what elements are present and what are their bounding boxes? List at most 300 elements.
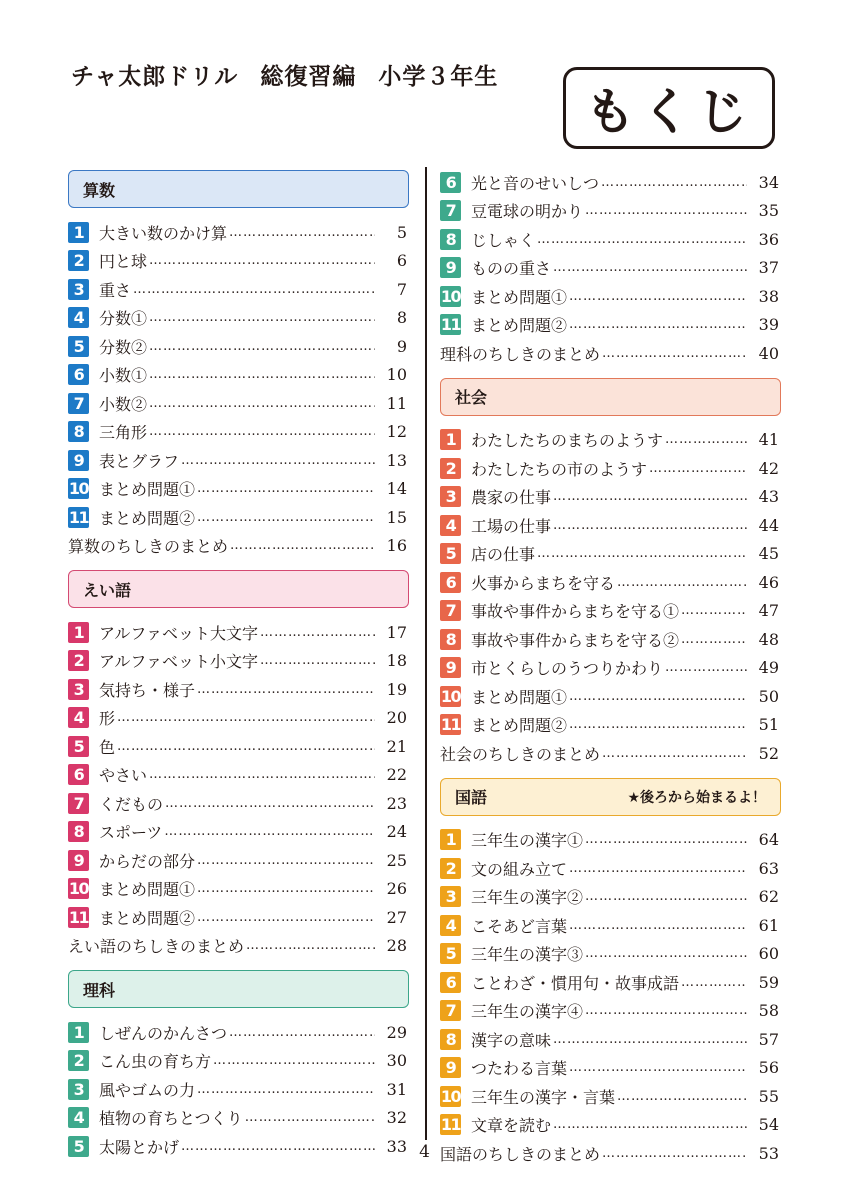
unit-number-badge: 7 [440, 200, 461, 221]
section-title: 国語 [455, 788, 488, 807]
dot-leader [602, 346, 747, 361]
toc-entry[interactable] [68, 647, 409, 676]
toc-page-number: 55 [758, 1086, 779, 1106]
toc-entry[interactable] [440, 911, 781, 940]
toc-page-number: 32 [386, 1108, 407, 1128]
toc-page-number: 31 [386, 1079, 407, 1099]
unit-number-badge: 3 [440, 886, 461, 907]
toc-entry[interactable] [440, 426, 781, 455]
toc-entry[interactable] [68, 875, 409, 904]
toc-entry[interactable] [440, 997, 781, 1026]
unit-number-badge: 4 [68, 307, 89, 328]
toc-entry-title: 算数のちしきのまとめ [68, 537, 229, 557]
unit-number-badge: 6 [440, 172, 461, 193]
toc-page-number: 59 [758, 972, 779, 992]
toc-entry[interactable] [440, 282, 781, 311]
toc-entry[interactable] [68, 675, 409, 704]
dot-leader [553, 1117, 747, 1132]
right-column [440, 168, 781, 1168]
toc-entry[interactable] [68, 332, 409, 361]
dot-leader [681, 975, 747, 990]
toc-entry-title: 太陽とかげ [99, 1137, 180, 1157]
toc-entry[interactable] [68, 618, 409, 647]
toc-entry-title: スポーツ [99, 823, 163, 843]
toc-page-number: 27 [386, 907, 407, 927]
unit-number-badge: 10 [68, 479, 89, 499]
unit-number-badge: 9 [68, 450, 89, 471]
unit-number-badge: 8 [440, 1029, 461, 1050]
toc-entry[interactable] [440, 854, 781, 883]
toc-page-number: 53 [758, 1143, 779, 1163]
toc-entry-title: 小数① [99, 366, 148, 386]
dot-leader [569, 861, 747, 876]
toc-entry-title: まとめ問題① [471, 687, 568, 707]
toc-entry[interactable] [68, 275, 409, 304]
toc-entry[interactable] [68, 1047, 409, 1076]
toc-entry-title: アルファベット大文字 [99, 623, 259, 643]
toc-entry[interactable] [68, 818, 409, 847]
dot-leader [197, 510, 375, 525]
toc-page-number: 15 [386, 507, 407, 527]
toc-entry-title: 三年生の漢字④ [471, 1002, 584, 1022]
toc-entry[interactable] [440, 511, 781, 540]
unit-number-badge: 5 [68, 736, 89, 757]
section-title: 理科 [83, 980, 116, 1000]
toc-entry-title: 工場の仕事 [471, 516, 552, 536]
toc-entry-title: 事故や事件からまちを守る② [471, 630, 680, 650]
dot-leader [585, 1003, 747, 1018]
toc-page-number: 63 [758, 858, 779, 878]
toc-page-number: 39 [758, 315, 779, 335]
unit-number-badge: 11 [440, 715, 461, 735]
dot-leader [617, 575, 747, 590]
toc-entry-title: わたしたちのまちのようす [471, 431, 664, 451]
toc-entry-title: 分数① [99, 309, 148, 329]
book-title [71, 58, 520, 91]
toc-entry-title: くだもの [99, 794, 164, 814]
toc-entry[interactable] [68, 1018, 409, 1047]
unit-number-badge: 2 [68, 250, 89, 271]
dot-leader [181, 453, 375, 468]
left-column [68, 170, 409, 1161]
dot-leader [197, 481, 375, 496]
dot-leader [569, 717, 747, 732]
rika-section-header [68, 970, 409, 1008]
toc-summary-entry[interactable] [440, 339, 781, 368]
toc-page-number: 24 [386, 822, 407, 842]
series-name: チャ太郎ドリル [71, 64, 239, 90]
toc-page-number: 43 [758, 487, 779, 507]
toc-entry[interactable] [68, 418, 409, 447]
dot-leader [569, 918, 747, 933]
unit-number-badge: 1 [68, 622, 89, 643]
dot-leader [601, 175, 747, 190]
dot-leader [197, 881, 375, 896]
toc-entry-title: 気持ち・様子 [99, 680, 196, 700]
dot-leader [602, 746, 747, 761]
toc-entry-title: 文の組み立て [471, 859, 568, 879]
toc-entry[interactable] [440, 597, 781, 626]
toc-entry[interactable] [440, 454, 781, 483]
unit-number-badge: 10 [440, 686, 461, 706]
unit-number-badge: 9 [68, 850, 89, 871]
toc-entry[interactable] [440, 254, 781, 283]
unit-number-badge: 4 [68, 1107, 89, 1128]
toc-entry[interactable] [440, 540, 781, 569]
section-gap [68, 960, 409, 970]
unit-number-badge: 6 [68, 364, 89, 385]
toc-page-number: 16 [386, 536, 407, 556]
toc-entry[interactable] [440, 1025, 781, 1054]
toc-entry-title: まとめ問題② [471, 316, 568, 336]
unit-number-badge: 6 [440, 572, 461, 593]
toc-entry[interactable] [440, 940, 781, 969]
toc-entry[interactable] [68, 304, 409, 333]
toc-entry-title: 三年生の漢字① [471, 831, 584, 851]
toc-page-number: 44 [758, 515, 779, 535]
dot-leader [649, 461, 747, 476]
toc-page-number: 8 [396, 308, 407, 328]
toc-page-number: 50 [758, 686, 779, 706]
dot-leader [149, 339, 375, 354]
unit-number-badge: 7 [440, 600, 461, 621]
dot-leader [117, 710, 375, 725]
dot-leader [681, 632, 747, 647]
unit-number-badge: 4 [68, 707, 89, 728]
toc-page-number: 37 [758, 258, 779, 278]
toc-entry[interactable] [440, 711, 781, 740]
sansu-section-header [68, 170, 409, 208]
unit-number-badge: 6 [68, 764, 89, 785]
toc-page-number: 23 [386, 793, 407, 813]
toc-page-number: 18 [386, 651, 407, 671]
toc-entry-title: 形 [99, 709, 116, 729]
unit-number-badge: 5 [68, 1136, 89, 1157]
unit-number-badge: 10 [440, 286, 461, 306]
toc-entry-title: からだの部分 [99, 851, 196, 871]
toc-entry-title: 国語のちしきのまとめ [440, 1144, 601, 1164]
toc-entry-title: 店の仕事 [471, 545, 536, 565]
toc-page-number: 60 [758, 944, 779, 964]
toc-page-number: 28 [386, 936, 407, 956]
grade-name: 小学３年生 [378, 64, 499, 90]
dot-leader [569, 289, 747, 304]
toc-entry[interactable] [440, 968, 781, 997]
dot-leader [149, 396, 375, 411]
toc-entry[interactable] [68, 361, 409, 390]
toc-entry-title: 三年生の漢字・言葉 [471, 1087, 616, 1107]
unit-number-badge: 5 [440, 943, 461, 964]
toc-entry-title: 豆電球の明かり [471, 202, 584, 222]
eigo-section-header [68, 570, 409, 608]
unit-number-badge: 1 [440, 429, 461, 450]
toc-entry[interactable] [68, 503, 409, 532]
unit-number-badge: 2 [440, 858, 461, 879]
toc-page-number: 29 [386, 1022, 407, 1042]
toc-entry-title: アルファベット小文字 [99, 652, 259, 672]
toc-page-number: 13 [386, 450, 407, 470]
toc-entry[interactable] [68, 247, 409, 276]
unit-number-badge: 5 [440, 543, 461, 564]
dot-leader [537, 232, 747, 247]
dot-leader [585, 889, 747, 904]
dot-leader [213, 1053, 375, 1068]
toc-entry-title: つたわる言葉 [471, 1059, 568, 1079]
volume-name: 総復習編 [260, 64, 357, 90]
unit-number-badge: 11 [440, 1115, 461, 1135]
toc-page-number: 6 [396, 251, 407, 271]
unit-number-badge: 4 [440, 515, 461, 536]
toc-entry[interactable] [440, 311, 781, 340]
toc-entry-title: 表とグラフ [99, 451, 180, 471]
unit-number-badge: 5 [68, 336, 89, 357]
unit-number-badge: 3 [68, 679, 89, 700]
unit-number-badge: 8 [440, 629, 461, 650]
dot-leader [665, 660, 747, 675]
dot-leader [165, 796, 375, 811]
toc-entry-title: 重さ [99, 280, 132, 300]
toc-page-number: 25 [386, 850, 407, 870]
toc-entry-title: まとめ問題② [471, 716, 568, 736]
toc-entry-title: まとめ問題② [99, 908, 196, 928]
toc-entry-title: 三角形 [99, 423, 148, 443]
toc-entry-title: やさい [99, 766, 148, 786]
toc-entry-title: ものの重さ [471, 259, 552, 279]
dot-leader [665, 432, 747, 447]
toc-entry-title: 分数② [99, 337, 148, 357]
toc-entry-title: えい語のちしきのまとめ [68, 937, 245, 957]
dot-leader [569, 317, 747, 332]
toc-entry-title: こん虫の育ち方 [99, 1052, 212, 1072]
toc-entry[interactable] [440, 568, 781, 597]
toc-entry[interactable] [440, 654, 781, 683]
dot-leader [553, 489, 747, 504]
dot-leader [617, 1089, 747, 1104]
toc-entry-title: 円と球 [99, 252, 148, 272]
dot-leader [569, 1060, 747, 1075]
dot-leader [681, 603, 747, 618]
toc-page-number: 30 [386, 1051, 407, 1071]
toc-entry-title: 三年生の漢字② [471, 888, 584, 908]
toc-entry-title: 文章を読む [471, 1116, 552, 1136]
unit-number-badge: 8 [68, 421, 89, 442]
toc-entry[interactable] [440, 625, 781, 654]
toc-entry[interactable] [68, 389, 409, 418]
dot-leader [246, 938, 375, 953]
unit-number-badge: 11 [68, 507, 89, 527]
dot-leader [537, 546, 747, 561]
section-note: ★後ろから始まるよ！ [627, 789, 766, 806]
dot-leader [197, 910, 375, 925]
toc-page-number: 26 [386, 879, 407, 899]
toc-summary-entry[interactable] [68, 532, 409, 561]
mokuji-title-box [563, 67, 775, 149]
toc-page-number: 47 [758, 601, 779, 621]
toc-entry[interactable] [68, 475, 409, 504]
toc-page-number: 21 [386, 736, 407, 756]
toc-entry[interactable] [440, 483, 781, 512]
unit-number-badge: 10 [68, 879, 89, 899]
toc-page-number: 35 [758, 201, 779, 221]
toc-entry[interactable] [68, 732, 409, 761]
dot-leader [260, 625, 375, 640]
toc-entry-title: 光と音のせいしつ [471, 173, 600, 193]
unit-number-badge: 9 [440, 257, 461, 278]
toc-entry[interactable] [440, 197, 781, 226]
toc-page-number: 17 [386, 622, 407, 642]
unit-number-badge: 9 [440, 657, 461, 678]
toc-entry[interactable] [68, 789, 409, 818]
toc-entry-title: 漢字の意味 [471, 1030, 552, 1050]
section-title: 社会 [455, 388, 488, 407]
unit-number-badge: 9 [440, 1057, 461, 1078]
toc-page-number: 58 [758, 1001, 779, 1021]
toc-page-number: 36 [758, 229, 779, 249]
dot-leader [149, 310, 375, 325]
page-number: 4 [419, 1142, 430, 1162]
unit-number-badge: 3 [68, 1079, 89, 1100]
unit-number-badge: 2 [440, 458, 461, 479]
dot-leader [149, 253, 375, 268]
section-gap [440, 368, 781, 378]
unit-number-badge: 7 [440, 1000, 461, 1021]
toc-page-number: 19 [386, 679, 407, 699]
toc-page-number: 34 [758, 172, 779, 192]
dot-leader [553, 260, 747, 275]
toc-page-number: 48 [758, 629, 779, 649]
dot-leader [164, 824, 375, 839]
toc-entry-title: 火事からまちを守る [471, 573, 616, 593]
toc-entry-title: 農家の仕事 [471, 488, 552, 508]
unit-number-badge: 2 [68, 1050, 89, 1071]
toc-entry-title: しぜんのかんさつ [99, 1023, 228, 1043]
toc-page-number: 49 [758, 658, 779, 678]
dot-leader [553, 1032, 747, 1047]
toc-entry[interactable] [68, 218, 409, 247]
toc-page-number: 46 [758, 572, 779, 592]
toc-page-number: 33 [386, 1136, 407, 1156]
dot-leader [133, 282, 375, 297]
toc-page-number: 62 [758, 887, 779, 907]
dot-leader [260, 653, 375, 668]
unit-number-badge: 10 [440, 1086, 461, 1106]
unit-number-badge: 3 [68, 279, 89, 300]
toc-entry[interactable] [68, 704, 409, 733]
column-divider [425, 167, 427, 1140]
dot-leader [149, 367, 375, 382]
dot-leader [229, 1025, 375, 1040]
toc-page-number: 61 [758, 915, 779, 935]
unit-number-badge: 1 [440, 829, 461, 850]
toc-page-number: 7 [396, 279, 407, 299]
unit-number-badge: 8 [440, 229, 461, 250]
toc-page-number: 42 [758, 458, 779, 478]
toc-page-number: 5 [396, 222, 407, 242]
toc-entry-title: 大きい数のかけ算 [99, 223, 228, 243]
toc-entry-title: 理科のちしきのまとめ [440, 344, 601, 364]
toc-entry-title: 三年生の漢字③ [471, 945, 584, 965]
section-title: 算数 [83, 180, 116, 200]
unit-number-badge: 2 [68, 650, 89, 671]
dot-leader [553, 518, 747, 533]
dot-leader [149, 767, 375, 782]
toc-entry-title: 風やゴムの力 [99, 1080, 196, 1100]
toc-page-number: 52 [758, 743, 779, 763]
toc-entry[interactable] [440, 1111, 781, 1140]
toc-entry-title: わたしたちの市のようす [471, 459, 648, 479]
dot-leader [230, 538, 375, 553]
toc-entry[interactable] [440, 883, 781, 912]
toc-entry-title: まとめ問題② [99, 508, 196, 528]
unit-number-badge: 7 [68, 393, 89, 414]
toc-page-number: 9 [396, 336, 407, 356]
dot-leader [117, 739, 375, 754]
toc-entry[interactable] [440, 826, 781, 855]
dot-leader [197, 682, 375, 697]
toc-page-number: 54 [758, 1115, 779, 1135]
toc-entry[interactable] [68, 1104, 409, 1133]
dot-leader [585, 203, 747, 218]
unit-number-badge: 7 [68, 793, 89, 814]
unit-number-badge: 1 [68, 222, 89, 243]
toc-page-number: 40 [758, 343, 779, 363]
section-gap [68, 560, 409, 570]
toc-entry[interactable] [68, 761, 409, 790]
toc-entry-title: ことわざ・慣用句・故事成語 [471, 973, 680, 993]
toc-page-number: 22 [386, 765, 407, 785]
toc-page-number: 10 [386, 365, 407, 385]
toc-entry-title: 植物の育ちとつくり [99, 1109, 243, 1129]
toc-entry[interactable] [68, 846, 409, 875]
section-gap [440, 768, 781, 778]
unit-number-badge: 1 [68, 1022, 89, 1043]
toc-page-number: 41 [758, 430, 779, 450]
toc-page-number: 57 [758, 1029, 779, 1049]
toc-page-number: 11 [386, 393, 407, 413]
toc-entry[interactable] [68, 1075, 409, 1104]
unit-number-badge: 4 [440, 915, 461, 936]
dot-leader [197, 853, 375, 868]
toc-entry[interactable] [440, 225, 781, 254]
toc-entry-title: まとめ問題① [99, 880, 196, 900]
toc-entry-title: 社会のちしきのまとめ [440, 744, 601, 764]
unit-number-badge: 11 [68, 907, 89, 927]
toc-entry-title: 市とくらしのうつりかわり [471, 659, 664, 679]
toc-entry[interactable] [68, 446, 409, 475]
dot-leader [245, 1110, 375, 1125]
dot-leader [585, 946, 747, 961]
toc-page-number: 51 [758, 715, 779, 735]
toc-summary-entry[interactable] [440, 739, 781, 768]
toc-entry-title: 事故や事件からまちを守る① [471, 602, 680, 622]
toc-entry-title: まとめ問題① [471, 287, 568, 307]
toc-page-number: 38 [758, 286, 779, 306]
unit-number-badge: 6 [440, 972, 461, 993]
toc-entry[interactable] [440, 682, 781, 711]
dot-leader [569, 689, 747, 704]
toc-entry-title: まとめ問題① [99, 480, 196, 500]
dot-leader [197, 1082, 375, 1097]
toc-entry[interactable] [440, 168, 781, 197]
toc-summary-entry[interactable] [68, 932, 409, 961]
toc-entry-title: 色 [99, 737, 116, 757]
unit-number-badge: 11 [440, 315, 461, 335]
toc-entry[interactable] [440, 1054, 781, 1083]
toc-page-number: 14 [386, 479, 407, 499]
toc-entry[interactable] [440, 1082, 781, 1111]
toc-entry[interactable] [68, 903, 409, 932]
dot-leader [585, 832, 747, 847]
